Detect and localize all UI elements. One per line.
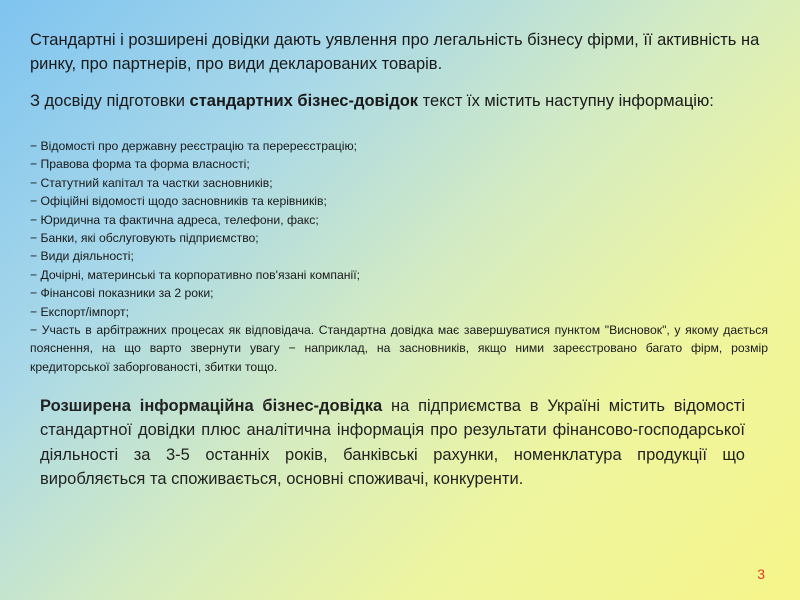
list-item: − Відомості про державну реєстрацію та перереєстрацію; [30,139,357,153]
list-item: − Фінансові показники за 2 роки; [30,286,214,301]
extended-report-paragraph [40,394,745,492]
list-item: − Юридична та фактична адреса, телефони, факс; [30,212,319,227]
extended-bold-term: Розширена інформаційна бізнес-довідка [40,397,383,415]
standard-report-contents-list [30,137,768,376]
list-item: − Види діяльності; [30,249,134,264]
list-item: − Офіційні відомості щодо засновників та керівників; [30,194,327,209]
page-number: 3 [757,566,765,582]
list-item: − Участь в арбітражних процесах як відповідача. Стандартна довідка має завершуватися пунктом "Висновок", у якому дається пояснення, на що варто звернути увагу − наприклад, на засновників, якщо ними зареєстровано багато фірм, розмір кредиторської заборгованості, збитки тощо. [30,323,768,374]
list-item: − Дочірні, материнські та корпоративно пов'язані компанії; [30,267,360,282]
list-item: − Банки, які обслуговують підприємство; [30,231,259,246]
list-item: − Правова форма та форма власності; [30,157,250,172]
list-item: − Експорт/імпорт; [30,304,129,319]
experience-bold-term: стандартних бізнес-довідок [189,92,419,110]
intro-paragraph: Стандартні і розширені довідки дають уявлення про легальність бізнесу фірми, її активність на ринку, про партнерів, про види декларованих товарів. [30,31,760,73]
experience-suffix: текст їх містить наступну інформацію: [418,92,714,110]
extended-rest: на підприємства в Україні містить відомості стандартної довідки плюс аналітична інформація про результати фінансово-господарської діяльності за 3-5 останніх років, банківські рахунки, номенклатура продукції що виробляється та споживається, основні споживачі, конкуренти. [40,397,745,489]
experience-prefix: З досвіду підготовки [30,92,190,110]
list-item: − Статутний капітал та частки засновників; [30,175,273,190]
experience-paragraph [30,90,770,112]
